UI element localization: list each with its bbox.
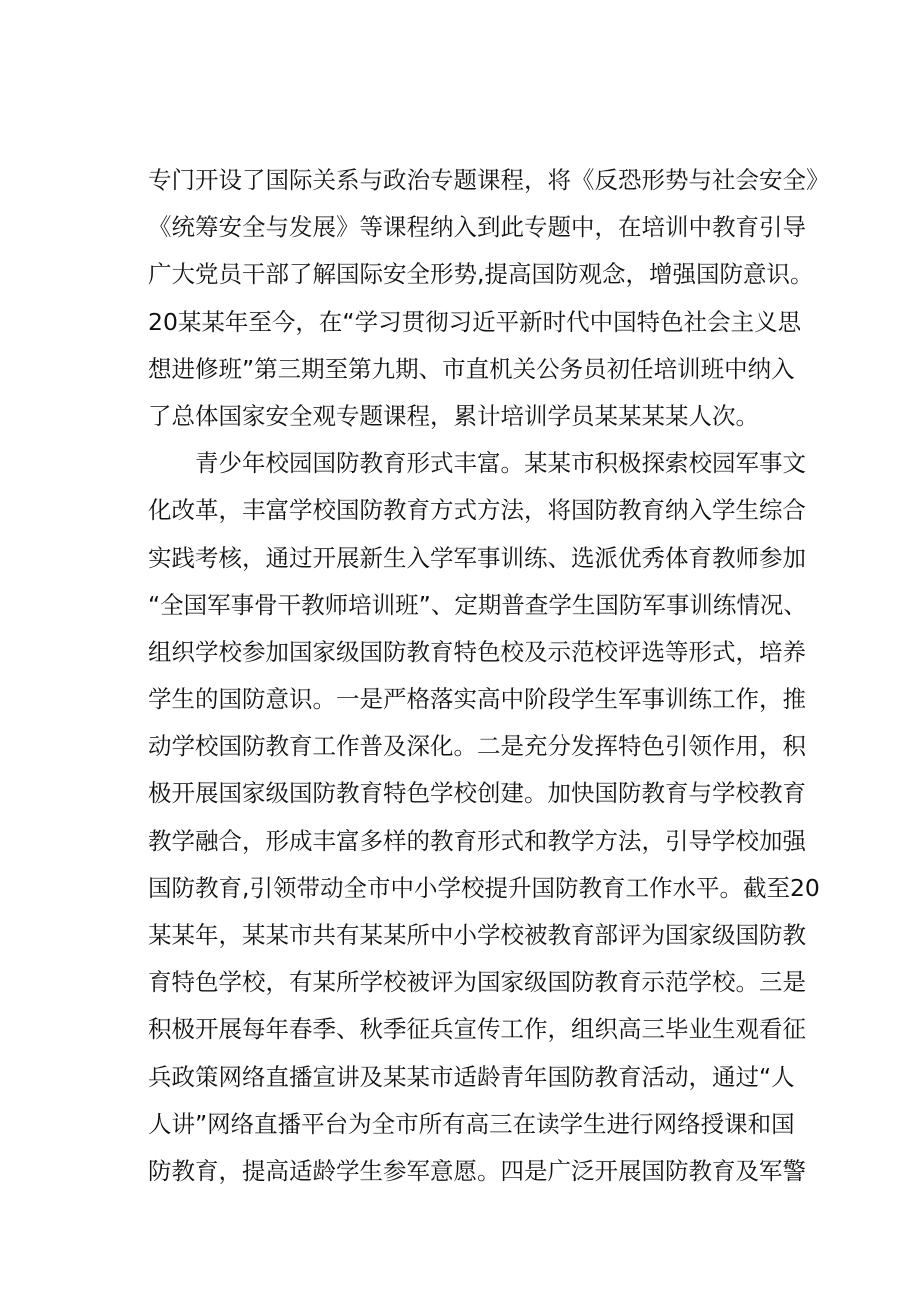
text-line: 国防教育,引领带动全市中小学校提升国防教育工作水平。截至20 — [148, 873, 820, 902]
text-line: 极开展国家级国防教育特色学校创建。加快国防教育与学校教育 — [148, 779, 806, 808]
text-line: 组织学校参加国家级国防教育特色校及示范校评选等形式，培养 — [148, 637, 806, 666]
text-line: 学生的国防意识。一是严格落实高中阶段学生军事训练工作，推 — [148, 685, 806, 714]
text-line: 化改革，丰富学校国防教育方式方法，将国防教育纳入学生综合 — [148, 496, 806, 525]
text-line: 专门开设了国际关系与政治专题课程，将《反恐形势与社会安全》 — [148, 166, 830, 194]
text-line: “全国军事骨干教师培训班”、定期普查学生国防军事训练情况、 — [148, 590, 807, 619]
text-line: 想进修班”第三期至第九期、市直机关公务员初任培训班中纳入 — [148, 354, 795, 383]
text-line: 了总体国家安全观专题课程，累计培训学员某某某某人次。 — [148, 401, 759, 430]
body-text — [148, 157, 830, 1195]
text-line: 广大党员干部了解国际安全形势,提高国防观念，增强国防意识。 — [148, 260, 814, 289]
text-line: 20某某年至今，在“学习贯彻习近平新时代中国特色社会主义思 — [148, 307, 802, 336]
text-line: 实践考核，通过开展新生入学军事训练、选派优秀体育教师参加 — [148, 543, 806, 572]
text-line: 兵政策网络直播宣讲及某某市适龄青年国防教育活动，通过“人 — [148, 1062, 795, 1091]
text-line: 教学融合，形成丰富多样的教育形式和教学方法，引导学校加强 — [148, 826, 806, 855]
paragraph-heading-line: 青少年校园国防教育形式丰富。某某市积极探索校园军事文 — [195, 449, 806, 478]
text-line: 动学校国防教育工作普及深化。二是充分发挥特色引领作用，积 — [148, 732, 806, 761]
text-line: 某某年，某某市共有某某所中小学校被教育部评为国家级国防教 — [148, 921, 806, 949]
text-line: 人讲”网络直播平台为全市所有高三在读学生进行网络授课和国 — [148, 1109, 795, 1138]
text-line: 积极开展每年春季、秋季征兵宣传工作，组织高三毕业生观看征 — [148, 1015, 806, 1044]
text-line: 《统筹安全与发展》等课程纳入到此专题中，在培训中教育引导 — [148, 213, 806, 242]
text-line: 育特色学校，有某所学校被评为国家级国防教育示范学校。三是 — [148, 968, 806, 997]
text-line: 防教育，提高适龄学生参军意愿。四是广泛开展国防教育及军警 — [148, 1156, 806, 1185]
